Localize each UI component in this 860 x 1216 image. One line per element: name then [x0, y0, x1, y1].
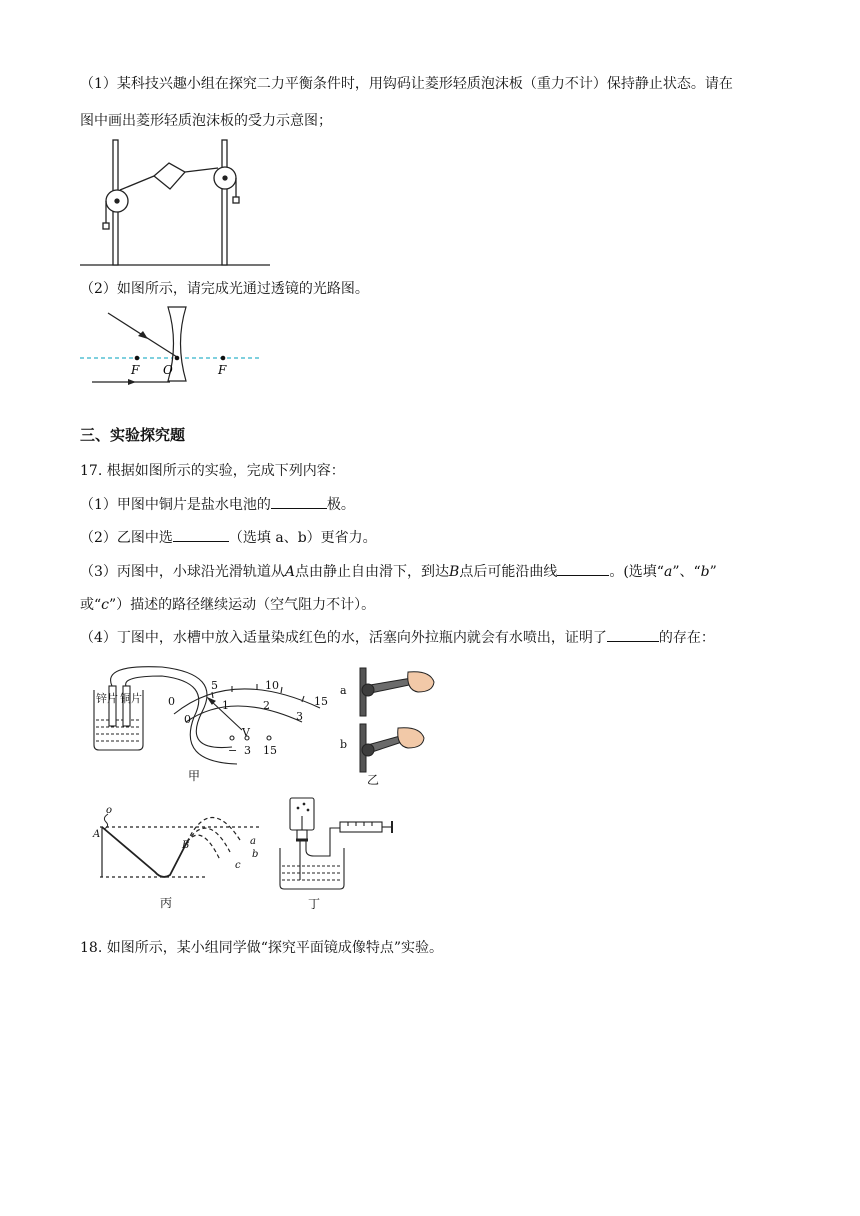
- q17-p1-text-a: （1）甲图中铜片是盐水电池的: [80, 497, 271, 513]
- meter-bottom-0: 0: [184, 713, 191, 726]
- caption-yi: 乙: [367, 773, 380, 787]
- label-o-ball: o: [106, 805, 113, 816]
- optical-center: [175, 356, 180, 361]
- q17-p3-text-b: 点由静止自由滑下，到达: [295, 564, 450, 580]
- hand-a: [408, 672, 434, 692]
- label-wrench-a: a: [340, 684, 347, 697]
- curve-b: [187, 828, 230, 852]
- q17-p2-text-a: （2）乙图中选: [80, 530, 173, 546]
- section-heading: 三、实验探究题: [80, 426, 186, 444]
- q17-p3-blank[interactable]: [557, 575, 609, 576]
- q17-p3-text-e: ”、“: [672, 564, 701, 580]
- q17-p3-option-a: a: [663, 564, 673, 580]
- caption-jia: 甲: [188, 769, 201, 783]
- label-curve-c: c: [235, 860, 241, 871]
- label-track-b: B: [182, 840, 190, 851]
- label-copper: 铜片: [120, 692, 142, 705]
- figure-bing: [90, 800, 270, 912]
- q16-part1-line2: 图中画出菱形轻质泡沫板的受力示意图；: [80, 113, 332, 129]
- q17-part1: [80, 494, 355, 514]
- wire-copper: [126, 676, 237, 764]
- curve-a: [187, 817, 240, 842]
- meter-bottom-3: 3: [296, 710, 303, 723]
- meter-zero-top: 0: [168, 695, 175, 708]
- q17-p3-line2-a: 或“: [80, 597, 102, 613]
- label-track-a: A: [93, 829, 101, 840]
- q17-p3-text-f: ”: [709, 564, 717, 580]
- label-wrench-b: b: [340, 738, 348, 751]
- right-stand: [222, 140, 227, 265]
- label-curve-a: a: [250, 836, 256, 847]
- figure-jia: [82, 662, 332, 787]
- meter-top-1: 5: [211, 679, 218, 692]
- q17-p1-text-b: 极。: [326, 497, 355, 513]
- q17-p3-option-b: b: [700, 564, 710, 580]
- q18-text: 18. 如图所示，某小组同学做“探究平面镜成像特点”实验。: [80, 940, 444, 956]
- rhombus-board: [154, 163, 185, 189]
- q17-part3-line2: [80, 594, 375, 614]
- label-f-right: F: [218, 363, 227, 377]
- figure-yi: [338, 662, 438, 787]
- balance-figure: [80, 135, 280, 270]
- focal-point-left: [135, 356, 140, 361]
- label-f-left: F: [131, 363, 140, 377]
- q17-part4: [80, 627, 715, 647]
- q17-p4-text-a: （4）丁图中，水槽中放入适量染成红色的水，活塞向外拉瓶内就会有水喷出，证明了: [80, 630, 607, 646]
- label-o: O: [163, 363, 173, 377]
- meter-top-3: 15: [314, 695, 328, 708]
- q17-p3-text-c: 点后可能沿曲线: [459, 564, 558, 580]
- meter-bottom-1: 1: [222, 699, 229, 712]
- q17-p3-text-d: 。(选填“: [609, 564, 664, 580]
- terminal-15: 15: [263, 744, 277, 757]
- q17-p1-blank[interactable]: [271, 508, 327, 509]
- q17-p3-option-c: c: [101, 597, 110, 613]
- q17-part2: [80, 527, 377, 547]
- q17-p3-line2-b: ”）描述的路径继续运动（空气阻力不计）。: [109, 597, 376, 613]
- q17-p2-blank[interactable]: [173, 541, 229, 542]
- label-curve-b: b: [252, 849, 259, 860]
- tube-to-syringe: [306, 828, 340, 856]
- water-trough: [280, 848, 344, 889]
- lens-figure: [80, 305, 265, 385]
- caption-ding: 丁: [308, 897, 321, 911]
- q16-part2: （2）如图所示，请完成光通过透镜的光路图。: [80, 281, 369, 297]
- q17-p3-point-a: A: [284, 564, 296, 580]
- terminal-3: 3: [244, 744, 251, 757]
- caption-bing: 丙: [160, 896, 173, 910]
- meter-top-2: 10: [265, 679, 279, 692]
- q17-p4-text-b: 的存在：: [658, 630, 715, 646]
- syringe: [340, 822, 382, 832]
- track: [102, 827, 190, 877]
- terminal-minus: −: [228, 744, 238, 757]
- meter-v: V: [242, 726, 250, 739]
- q17-p4-blank[interactable]: [607, 641, 659, 642]
- meter-bottom-2: 2: [263, 699, 270, 712]
- label-zinc: 锌片: [96, 692, 118, 705]
- right-weight: [233, 197, 239, 203]
- q17-p3-text-a: （3）丙图中，小球沿光滑轨道从: [80, 564, 285, 580]
- q17-part3-line1: [80, 561, 717, 581]
- focal-point-right: [221, 356, 226, 361]
- figure-ding: [278, 790, 408, 915]
- q17-p2-text-b: （选填 a、b）更省力。: [228, 530, 377, 546]
- hand-b: [398, 728, 424, 748]
- q17-stem: 17. 根据如图所示的实验，完成下列内容：: [80, 463, 345, 479]
- q16-part1-line1: （1）某科技兴趣小组在探究二力平衡条件时，用钩码让菱形轻质泡沫板（重力不计）保持静止状态。请在: [80, 76, 733, 92]
- left-weight: [103, 223, 109, 229]
- q17-p3-point-b: B: [449, 564, 460, 580]
- curve-c: [187, 835, 220, 860]
